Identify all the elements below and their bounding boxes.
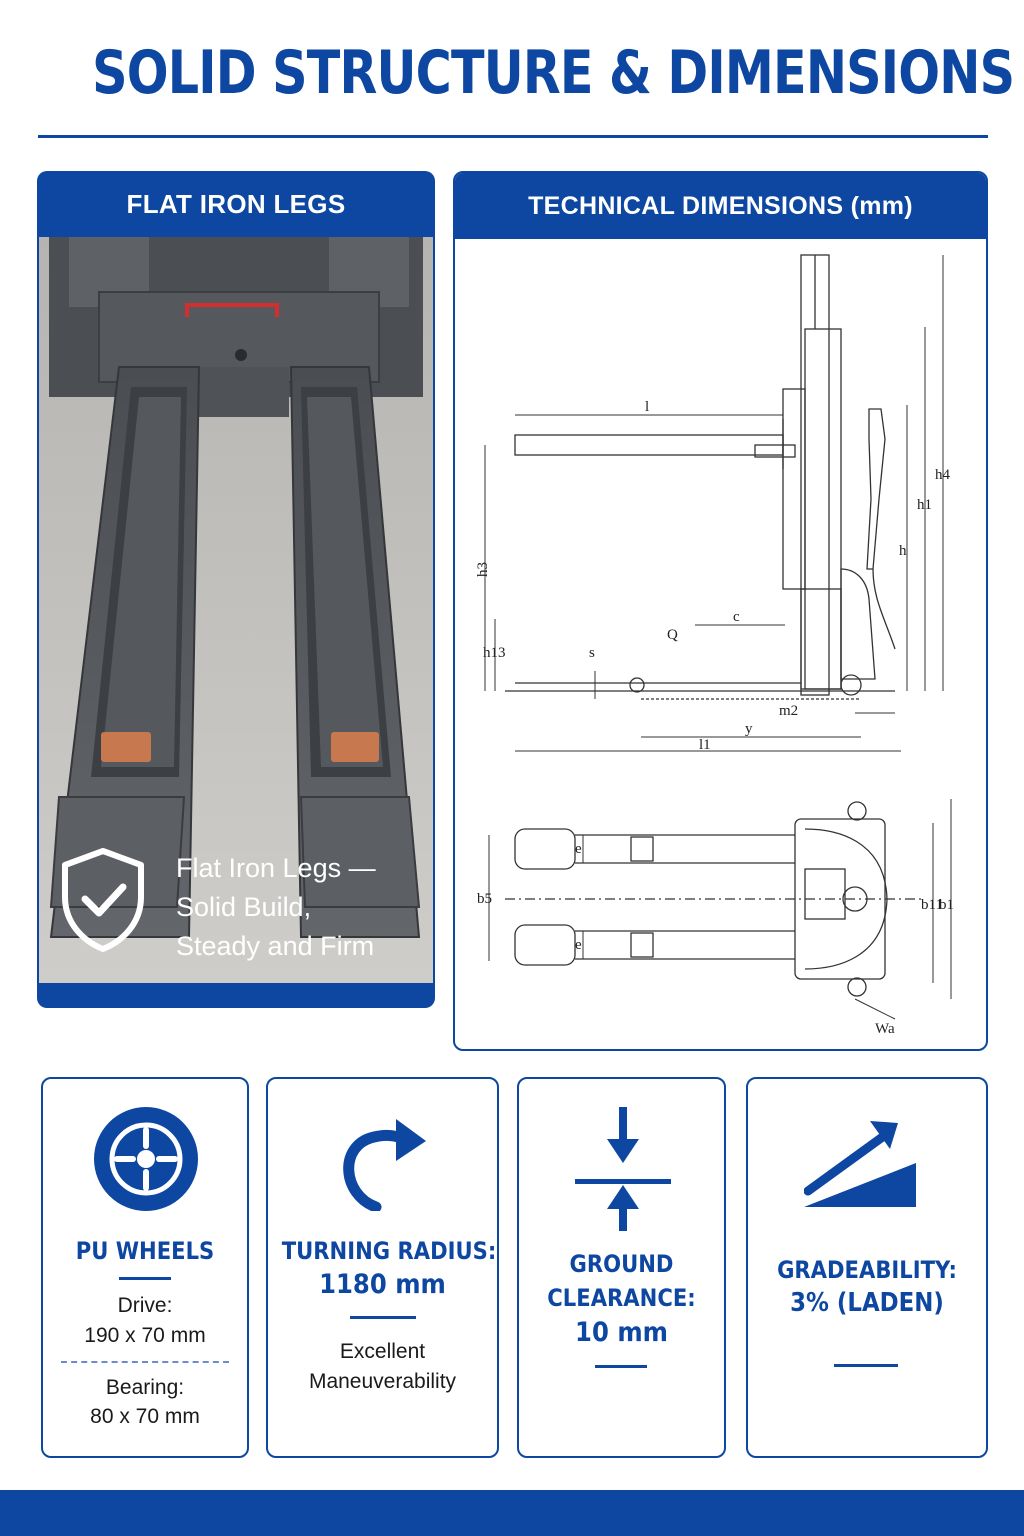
- dim-label-wa: Wa: [875, 1021, 895, 1037]
- caption-line-1: Flat Iron Legs —: [176, 853, 376, 883]
- turning-radius-value: 1180 mm: [319, 1269, 446, 1300]
- page-title: SOLID STRUCTURE & DIMENSIONS: [92, 38, 1015, 108]
- dim-label-b1: b1: [939, 897, 954, 913]
- dim-label-b11: b11: [921, 897, 943, 913]
- dim-label-e-top: e: [575, 841, 582, 857]
- flat-iron-legs-header: FLAT IRON LEGS: [126, 188, 346, 219]
- drive-label: Drive:: [117, 1294, 173, 1317]
- dim-label-h1: h1: [917, 497, 932, 513]
- dim-label-b5: b5: [477, 891, 492, 907]
- dim-label-h4: h4: [935, 467, 950, 483]
- turning-desc-line-2: Maneuverability: [308, 1370, 457, 1393]
- curved-arrow-icon: [334, 1115, 430, 1211]
- dim-label-l1: l1: [699, 737, 711, 753]
- dim-label-h3: h3: [475, 562, 491, 577]
- bearing-label: Bearing:: [105, 1376, 185, 1399]
- gradeability-value: 3% (LADEN): [790, 1288, 944, 1318]
- turning-radius-spec: [266, 1077, 499, 1458]
- gradeability-title: GRADEABILITY:: [777, 1256, 957, 1284]
- pu-wheels-spec: [41, 1077, 249, 1458]
- dim-label-y: y: [745, 721, 753, 737]
- drive-value: 190 x 70 mm: [84, 1324, 206, 1347]
- ground-clearance-title-line-2: CLEARANCE:: [547, 1284, 696, 1312]
- dimension-drawing: [455, 239, 986, 1049]
- pu-wheels-title: PU WHEELS: [75, 1237, 215, 1265]
- title-divider: [38, 135, 988, 138]
- flat-iron-legs-caption: [176, 849, 376, 966]
- dim-label-h13: h13: [483, 645, 506, 661]
- dim-label-h: h: [899, 543, 907, 559]
- wheel-icon: [92, 1105, 200, 1213]
- turning-radius-title: TURNING RADIUS:: [281, 1237, 497, 1265]
- dim-label-m2: m2: [779, 703, 799, 719]
- gradeability-spec: [746, 1077, 988, 1458]
- bearing-value: 80 x 70 mm: [90, 1405, 200, 1428]
- ground-clearance-title-line-1: GROUND: [569, 1250, 674, 1278]
- caption-line-3: Steady and Firm: [176, 931, 375, 961]
- turning-desc-line-1: Excellent: [339, 1340, 426, 1363]
- ground-clearance-value: 10 mm: [575, 1317, 668, 1348]
- footer-bar: [0, 1490, 1024, 1536]
- ground-clearance-spec: [517, 1077, 726, 1458]
- technical-dimensions-header: TECHNICAL DIMENSIONS (mm): [455, 173, 986, 239]
- dim-label-e-bottom: e: [575, 937, 582, 953]
- shield-check-icon: [61, 847, 145, 953]
- dim-label-q: Q: [667, 627, 678, 643]
- caption-line-2: Solid Build,: [176, 892, 312, 922]
- dim-label-s: s: [589, 645, 595, 661]
- incline-icon: [804, 1119, 920, 1211]
- compress-arrows-icon: [573, 1105, 673, 1233]
- dim-label-c: c: [733, 609, 740, 625]
- technical-dimensions-card: [453, 171, 988, 1051]
- dim-label-l: l: [645, 399, 650, 415]
- flat-iron-legs-card: [37, 171, 435, 1008]
